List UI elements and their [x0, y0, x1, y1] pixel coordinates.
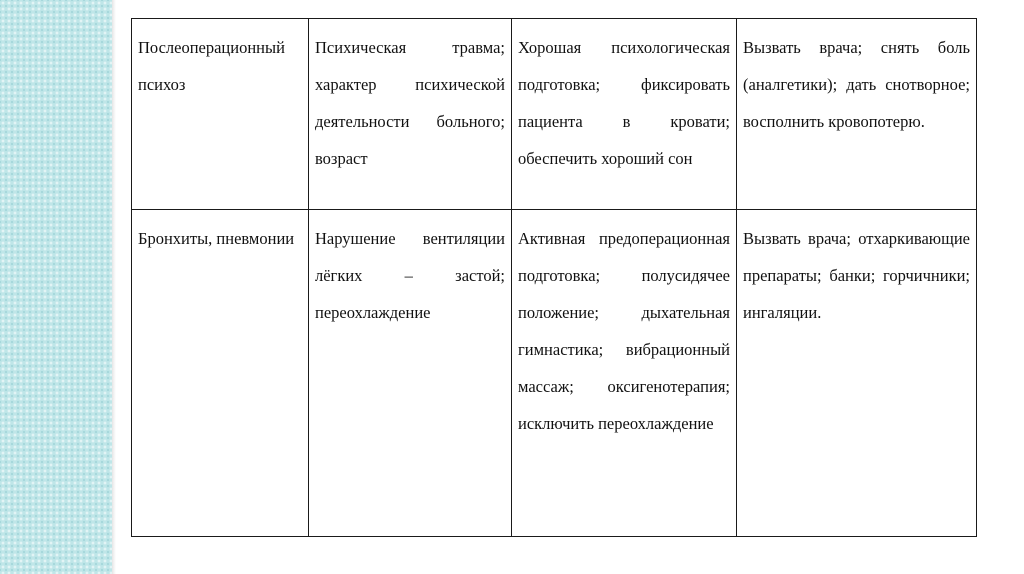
table-cell-prevention: Хорошая психологическая подготовка; фиксировать пациента в кровати; обеспечить хороший сон — [512, 19, 737, 210]
table-cell-causes: Нарушение вентиляции лёгких – застой; переохлаждение — [309, 210, 512, 537]
table-cell-help: Вызвать врача; снять боль (аналгетики); дать снотворное; восполнить кровопотерю. — [737, 19, 977, 210]
table-row — [132, 19, 977, 210]
decorative-pattern-strip — [0, 0, 112, 574]
table-cell-help: Вызвать врача; отхаркивающие препараты; банки; горчичники; ингаляции. — [737, 210, 977, 537]
table-cell-complication: Послеоперационный психоз — [132, 19, 309, 210]
complications-table — [131, 18, 977, 537]
table-cell-causes: Психическая травма; характер психической деятельности больного; возраст — [309, 19, 512, 210]
strip-edge-shadow — [112, 0, 116, 574]
table-cell-prevention: Активная предоперационная подготовка; полусидячее положение; дыхательная гимнастика; вибрационный массаж; оксигенотерапия; исключить переохлаждение — [512, 210, 737, 537]
table-cell-complication: Бронхиты, пневмонии — [132, 210, 309, 537]
table-row — [132, 210, 977, 537]
